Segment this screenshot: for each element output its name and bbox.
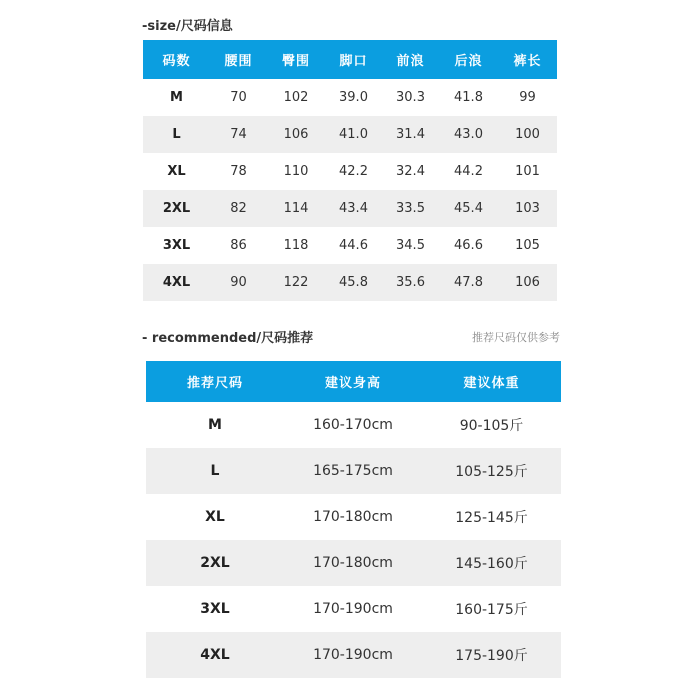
size-header-cell: 后浪 — [439, 40, 498, 79]
size-label-cell: 4XL — [143, 264, 210, 301]
table-row — [143, 116, 557, 153]
table-cell: 114 — [267, 190, 325, 227]
table-cell: 145-160斤 — [422, 540, 561, 586]
size-header-cell: 裤长 — [498, 40, 557, 79]
table-row — [143, 153, 557, 190]
table-cell: 39.0 — [339, 90, 368, 105]
table-row — [146, 494, 561, 540]
table-cell: 170-180cm — [313, 509, 393, 525]
table-cell: 46.6 — [454, 238, 483, 253]
table-cell: 74 — [210, 116, 267, 153]
table-cell: 45.8 — [325, 264, 382, 301]
recommendation-note: 推荐尺码仅供参考 — [472, 331, 560, 344]
table-row — [146, 402, 561, 448]
table-cell: 170-180cm — [284, 540, 422, 586]
size-header-cell: 码数 — [143, 40, 210, 79]
recommended-section-title: - recommended/尺码推荐 — [142, 331, 314, 346]
recommended-table — [146, 361, 561, 678]
table-cell: 165-175cm — [284, 448, 422, 494]
table-row — [143, 227, 557, 264]
table-cell: 122 — [267, 264, 325, 301]
table-cell: 70 — [230, 90, 247, 105]
table-row — [146, 448, 561, 494]
table-cell: 86 — [230, 238, 247, 253]
table-cell: 41.0 — [325, 116, 382, 153]
table-cell: 78 — [230, 164, 247, 179]
table-row — [146, 586, 561, 632]
table-cell: 125-145斤 — [455, 510, 528, 526]
table-cell: 44.6 — [339, 238, 368, 253]
table-cell: 105-125斤 — [422, 448, 561, 494]
size-section-title: -size/尺码信息 — [142, 19, 233, 34]
size-label-cell: L — [143, 116, 210, 153]
size-label-cell: M — [208, 417, 222, 433]
table-row — [143, 190, 557, 227]
table-cell: 32.4 — [396, 164, 425, 179]
table-cell: 34.5 — [396, 238, 425, 253]
size-label-cell: M — [170, 90, 183, 105]
size-header-cell: 腰围 — [210, 40, 267, 79]
size-header-cell: 脚口 — [325, 40, 382, 79]
table-cell: 43.0 — [439, 116, 498, 153]
table-cell: 102 — [283, 90, 309, 105]
table-row — [143, 264, 557, 301]
size-label-cell: L — [146, 448, 284, 494]
recommended-header-cell: 建议身高 — [284, 361, 422, 402]
table-cell: 30.3 — [396, 90, 425, 105]
table-cell: 90 — [210, 264, 267, 301]
size-label-cell: 3XL — [200, 601, 230, 617]
size-label-cell: 2XL — [143, 190, 210, 227]
size-header-cell: 臀围 — [267, 40, 325, 79]
table-cell: 160-175斤 — [455, 602, 528, 618]
table-cell: 35.6 — [382, 264, 439, 301]
table-cell: 41.8 — [454, 90, 483, 105]
table-cell: 100 — [498, 116, 557, 153]
table-cell: 170-190cm — [284, 632, 422, 678]
size-table — [143, 40, 557, 301]
table-cell: 31.4 — [382, 116, 439, 153]
size-label-cell: 4XL — [146, 632, 284, 678]
size-label-cell: XL — [205, 509, 225, 525]
size-header-cell: 前浪 — [382, 40, 439, 79]
table-cell: 43.4 — [325, 190, 382, 227]
table-cell: 175-190斤 — [422, 632, 561, 678]
size-label-cell: XL — [167, 164, 186, 179]
table-cell: 110 — [283, 164, 309, 179]
table-cell: 160-170cm — [313, 417, 393, 433]
table-cell: 44.2 — [454, 164, 483, 179]
table-cell: 106 — [498, 264, 557, 301]
table-cell: 170-190cm — [313, 601, 393, 617]
table-cell: 47.8 — [439, 264, 498, 301]
table-row — [143, 79, 557, 116]
table-cell: 45.4 — [439, 190, 498, 227]
table-cell: 82 — [210, 190, 267, 227]
table-cell: 42.2 — [339, 164, 368, 179]
table-cell: 99 — [519, 90, 536, 105]
recommended-table-header-row — [146, 361, 561, 402]
table-cell: 33.5 — [382, 190, 439, 227]
table-cell: 90-105斤 — [459, 418, 524, 434]
table-cell: 105 — [515, 238, 540, 253]
size-label-cell: 2XL — [146, 540, 284, 586]
table-cell: 103 — [498, 190, 557, 227]
table-cell: 101 — [515, 164, 540, 179]
size-label-cell: 3XL — [162, 238, 191, 253]
size-table-header-row — [143, 40, 557, 79]
table-cell: 118 — [283, 238, 309, 253]
table-row — [146, 632, 561, 678]
recommended-header-cell: 建议体重 — [422, 361, 561, 402]
table-cell: 106 — [267, 116, 325, 153]
recommended-header-cell: 推荐尺码 — [146, 361, 284, 402]
table-row — [146, 540, 561, 586]
